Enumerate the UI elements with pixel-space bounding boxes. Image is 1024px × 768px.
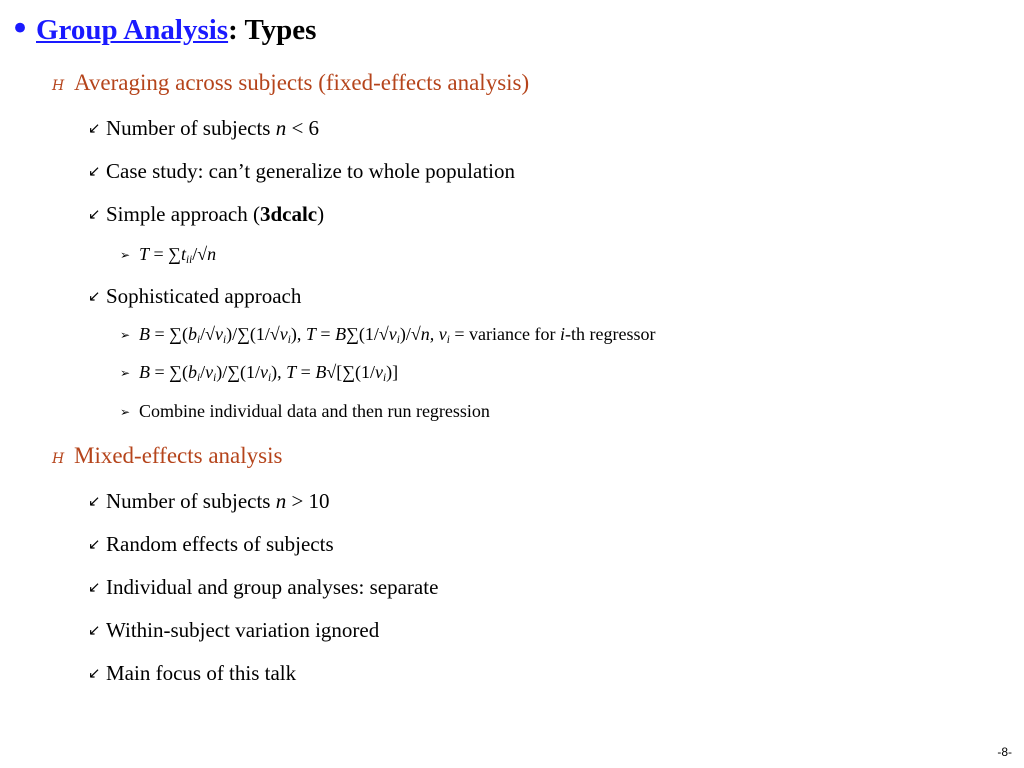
level2-bullet-icon: ↙ <box>88 621 101 639</box>
item-random-effects: Random effects of subjects <box>106 532 334 556</box>
level3-bullet-icon: ➢ <box>120 366 131 380</box>
item-subjects-fixed: Number of subjects n < 6 <box>106 116 320 140</box>
item-case-study: Case study: can’t generalize to whole population <box>106 159 515 183</box>
level2-bullet-icon: ↙ <box>88 535 101 553</box>
group-analysis-link[interactable]: Group Analysis <box>36 14 229 46</box>
level2-bullet-icon: ↙ <box>88 162 101 180</box>
level3-bullet-icon: ➢ <box>120 328 131 342</box>
title-rest: : Types <box>228 14 317 46</box>
level2-bullet-icon: ↙ <box>88 287 101 305</box>
item-subjects-mixed: Number of subjects n > 10 <box>106 489 330 513</box>
level3-bullet-icon: ➢ <box>120 248 131 262</box>
item-simple-approach: Simple approach (3dcalc) <box>106 202 325 226</box>
level1-bullet-icon: H <box>52 451 65 467</box>
formula-sophisticated-1: $B = \sum(b_i/√v_i)/\sum(1/√v_i)$, $T = B\sum(1/√v_i)/√n$, $v_i$ = variance for i-th regressor <box>139 324 656 346</box>
formula-simple: $T = \sum t_{ii}/√n$ <box>139 244 217 266</box>
item-main-focus: Main focus of this talk <box>106 661 297 685</box>
level2-bullet-icon: ↙ <box>88 492 101 510</box>
level2-bullet-icon: ↙ <box>88 664 101 682</box>
item-sophisticated: Sophisticated approach <box>106 284 302 308</box>
level2-bullet-icon: ↙ <box>88 205 101 223</box>
section-heading-fixed-effects: Averaging across subjects (fixed-effects analysis) <box>74 70 530 95</box>
section-heading-mixed-effects: Mixed-effects analysis <box>74 443 283 468</box>
level2-bullet-icon: ↙ <box>88 119 101 137</box>
formula-sophisticated-2: $B = \sum(b_i/v_i)/\sum(1/v_i)$, $T = B√[\sum(1/v_i)]$ <box>139 362 399 384</box>
item-combine-data: Combine individual data and then run regression <box>139 401 490 421</box>
slide-title <box>36 14 316 47</box>
item-within-subject: Within-subject variation ignored <box>106 618 380 642</box>
item-individual-group: Individual and group analyses: separate <box>106 575 439 599</box>
title-bullet-icon: • <box>10 9 31 49</box>
level2-bullet-icon: ↙ <box>88 578 101 596</box>
level1-bullet-icon: H <box>52 78 65 94</box>
page-number: -8- <box>997 745 1012 759</box>
level3-bullet-icon: ➢ <box>120 405 131 419</box>
